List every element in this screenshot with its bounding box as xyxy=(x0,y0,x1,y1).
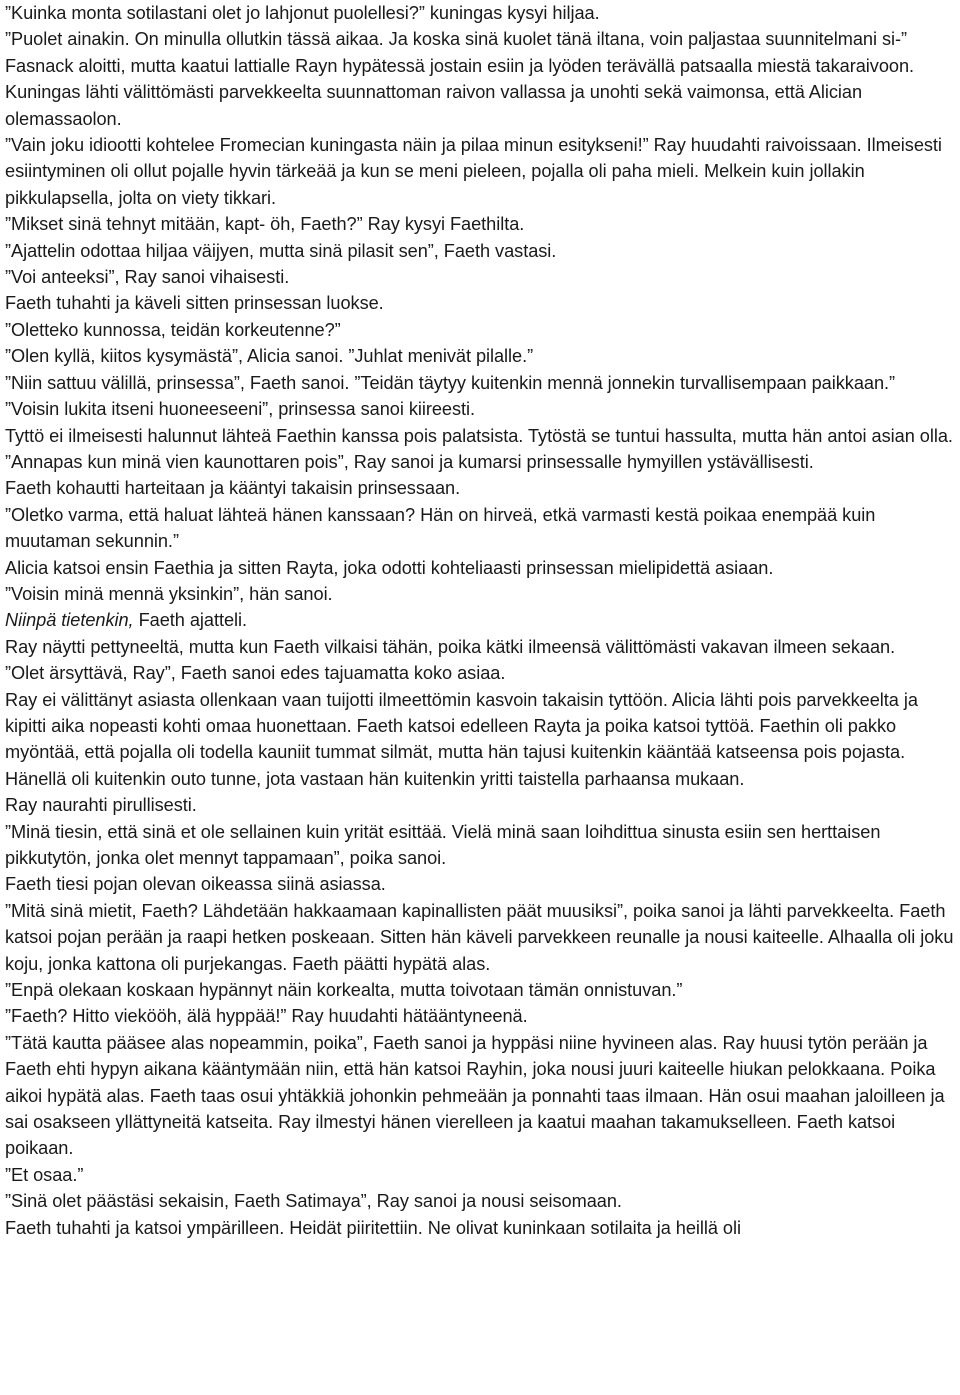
paragraph: Alicia katsoi ensin Faethia ja sitten Rayta, joka odotti kohteliaasti prinsessan mielipidettä asiaan. xyxy=(5,557,774,578)
paragraph: ”Minä tiesin, että sinä et ole sellainen kuin yrität esittää. Vielä minä saan loihdittua sinusta esiin sen herttaisen pikkutytön, jonka olet mennyt tappamaan”, poika sanoi. xyxy=(5,821,881,868)
italic-text: Niinpä tietenkin, xyxy=(5,610,134,631)
paragraph: ”Mikset sinä tehnyt mitään, kapt- öh, Faeth?” Ray kysyi Faethilta. xyxy=(5,214,525,235)
paragraph: Tyttö ei ilmeisesti halunnut lähteä Faethin kanssa pois palatsista. Tytöstä se tuntui hassulta, mutta hän antoi asian olla. xyxy=(5,425,953,446)
document-page xyxy=(5,0,957,1241)
paragraph: ”Ajattelin odottaa hiljaa väijyen, mutta sinä pilasit sen”, Faeth vastasi. xyxy=(5,240,557,261)
paragraph: ”Voisin lukita itseni huoneeseeni”, prinsessa sanoi kiireesti. xyxy=(5,399,476,420)
paragraph: Faeth tuhahti ja katsoi ympärilleen. Heidät piiritettiin. Ne olivat kuninkaan sotilaita ja heillä oli xyxy=(5,1217,741,1238)
paragraph: ”Voisin minä mennä yksinkin”, hän sanoi. xyxy=(5,583,333,604)
paragraph: ”Olet ärsyttävä, Ray”, Faeth sanoi edes tajuamatta koko asiaa. xyxy=(5,663,506,684)
paragraph: ”Oletko varma, että haluat lähteä hänen kanssaan? Hän on hirveä, etkä varmasti kestä poikaa enempää kuin muutaman sekunnin.” xyxy=(5,504,876,552)
paragraph: ”Voi anteeksi”, Ray sanoi vihaisesti. xyxy=(5,267,290,288)
paragraph: ”Mitä sinä mietit, Faeth? Lähdetään hakkaamaan kapinallisten päät muusiksi”, poika sanoi ja lähti parvekkeelta. Faeth katsoi pojan perään ja raapi hetken poskeaan. Sitten hän käveli parvekkeen reunalle ja nousi kaiteelle. Alhaalla oli joku koju, jonka kattona oli purjekangas. Faeth päätti hypätä alas. xyxy=(5,900,954,974)
paragraph: ”Kuinka monta sotilastani olet jo lahjonut puolellesi?” kuningas kysyi hiljaa. xyxy=(5,3,600,23)
paragraph: ”Oletteko kunnossa, teidän korkeutenne?” xyxy=(5,319,341,340)
paragraph: Faeth tuhahti ja käveli sitten prinsessan luokse. xyxy=(5,293,384,314)
paragraph: ”Olen kyllä, kiitos kysymästä”, Alicia sanoi. ”Juhlat menivät pilalle.” xyxy=(5,346,534,367)
paragraph: ”Sinä olet päästäsi sekaisin, Faeth Satimaya”, Ray sanoi ja nousi seisomaan. xyxy=(5,1191,622,1212)
paragraph: ”Et osaa.” xyxy=(5,1164,84,1185)
paragraph: Ray näytti pettyneeltä, mutta kun Faeth vilkaisi tähän, poika kätki ilmeensä välittömästi vakavan ilmeen sekaan. xyxy=(5,636,896,657)
paragraph: Faeth tiesi pojan olevan oikeassa siinä asiassa. xyxy=(5,874,386,895)
italic-paragraph xyxy=(5,607,957,633)
paragraph-rest: Faeth ajatteli. xyxy=(133,610,248,631)
paragraph: Ray ei välittänyt asiasta ollenkaan vaan tuijotti ilmeettömin kasvoin takaisin tyttöön. Alicia lähti pois parvekkeelta ja kipitti aika nopeasti kohti omaa huonettaan. Faeth katsoi edelleen Rayta ja poika katsoi tyttöä. Faethin oli pakko myöntää, että pojalla oli todella kauniit tummat silmät, mutta hän tajusi kuitenkin kääntää katseensa pois pojasta. Hänellä oli kuitenkin outo tunne, jota vastaan hän kuitenkin yritti taistella parhaansa mukaan. xyxy=(5,689,918,789)
paragraph: ”Niin sattuu välillä, prinsessa”, Faeth sanoi. ”Teidän täytyy kuitenkin mennä jonnekin turvallisempaan paikkaan.” xyxy=(5,372,896,393)
paragraph: ”Vain joku idiootti kohtelee Fromecian kuningasta näin ja pilaa minun esitykseni!” Ray huudahti raivoissaan. Ilmeisesti esiintyminen oli ollut pojalle hyvin tärkeää ja kun se meni pieleen, pojalla oli paha mieli. Melkein kuin jollakin pikkulapsella, jolta on viety tikkari. xyxy=(5,135,942,208)
paragraph: ”Puolet ainakin. On minulla ollutkin tässä aikaa. Ja koska sinä kuolet tänä iltana, voin paljastaa suunnitelmani si-” Fasnack aloitti, mutta kaatui lattialle Rayn hypätessä jostain esiin ja lyöden terävällä patsaalla miestä takaraivoon. Kuningas lähti välittömästi parvekkeelta suunnattoman raivon vallassa ja unohti sekä vaimonsa, että Alician olemassaolon. xyxy=(5,29,915,129)
paragraph: Faeth kohautti harteitaan ja kääntyi takaisin prinsessaan. xyxy=(5,478,461,499)
paragraph: ”Enpä olekaan koskaan hypännyt näin korkealta, mutta toivotaan tämän onnistuvan.” xyxy=(5,980,683,1001)
paragraph: Ray naurahti pirullisesti. xyxy=(5,795,197,816)
paragraph: ”Tätä kautta pääsee alas nopeammin, poika”, Faeth sanoi ja hyppäsi niine hyvineen alas. Ray huusi tytön perään ja Faeth ehti hypyn aikana kääntymään niin, että hän katsoi Rayhin, joka nousi juuri kaiteelle hiukan pelokkaana. Poika aikoi hypätä alas. Faeth taas osui yhtäkkiä johonkin pehmeään ja ponnahti taas ilmaan. Hän osui maahan jaloilleen ja sai osakseen yllättyneitä katseita. Ray ilmestyi hänen vierelleen ja kaatui maahan takamukselleen. Faeth katsoi poikaan. xyxy=(5,1032,945,1159)
paragraph: ”Faeth? Hitto viekööh, älä hyppää!” Ray huudahti hätääntyneenä. xyxy=(5,1006,528,1027)
paragraph: ”Annapas kun minä vien kaunottaren pois”, Ray sanoi ja kumarsi prinsessalle hymyillen ystävällisesti. xyxy=(5,451,814,472)
